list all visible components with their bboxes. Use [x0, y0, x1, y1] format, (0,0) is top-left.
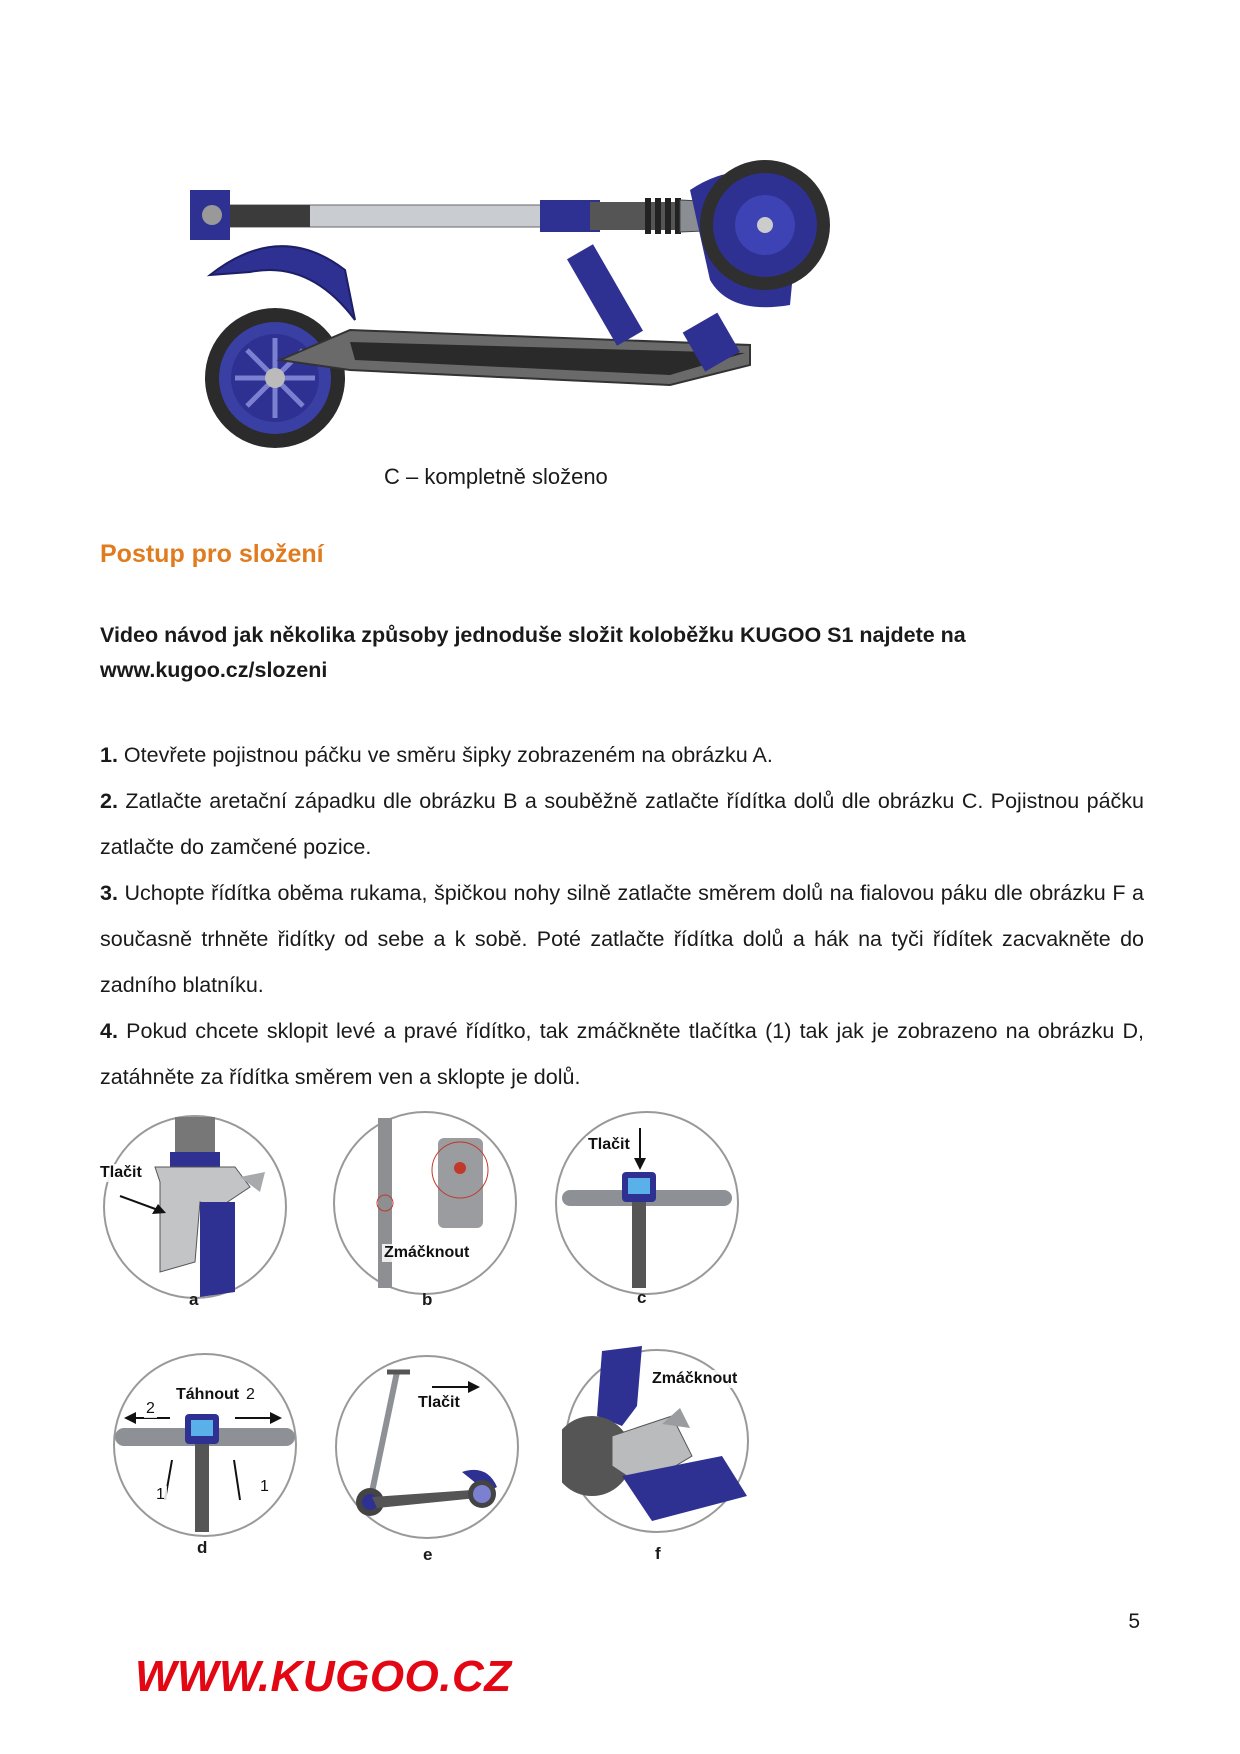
figure-label-d: d	[197, 1538, 208, 1557]
step-text: Otevřete pojistnou páčku ve směru šipky zobrazeném na obrázku A.	[117, 743, 773, 767]
callout-push: Tlačit	[588, 1136, 630, 1153]
figure-label-b: b	[422, 1290, 433, 1309]
intro-text: Video návod jak několika způsoby jednoduše složit koloběžku KUGOO S1 najdete na	[100, 623, 966, 647]
figure-label-e: e	[423, 1545, 433, 1564]
number-label: 1	[260, 1478, 269, 1495]
figure-label-f: f	[655, 1544, 661, 1563]
intro-url: www.kugoo.cz/slozeni	[100, 658, 328, 682]
step-number: 1.	[100, 743, 118, 767]
step-text: Zatlačte aretační západku dle obrázku B a souběžně zatlačte řídítka dolů dle obrázku C. Pojistnou páčku zatlačte do zamčené pozice.	[100, 789, 1144, 859]
page-number: 5	[1128, 1610, 1140, 1633]
figure-f	[562, 1346, 752, 1536]
number-label: 2	[146, 1400, 155, 1417]
steps-list	[100, 732, 1144, 1100]
step-number: 3.	[100, 881, 118, 905]
folded-scooter-illustration	[190, 160, 950, 460]
number-label: 1	[156, 1486, 165, 1503]
callout-push: Tlačit	[418, 1394, 460, 1411]
figure-label-c: c	[637, 1288, 647, 1307]
section-heading: Postup pro složení	[100, 540, 324, 568]
step-3	[100, 870, 1144, 1008]
callout-push: Tlačit	[100, 1164, 142, 1181]
callout-press: Zmáčknout	[384, 1244, 470, 1261]
footer-website[interactable]: WWW.KUGOO.CZ	[135, 1652, 512, 1701]
figure-caption: C – kompletně složeno	[384, 464, 608, 489]
step-text: Pokud chcete sklopit levé a pravé řídítko, tak zmáčkněte tlačítka (1) tak jak je zobrazeno na obrázku D, zatáhněte za řídítka směrem ven a sklopte je dolů.	[100, 1019, 1144, 1089]
figure-b	[330, 1108, 520, 1298]
number-label: 2	[246, 1386, 255, 1403]
figure-label-a: a	[189, 1290, 199, 1309]
callout-pull: Táhnout	[176, 1386, 240, 1403]
arrow-icon	[118, 1192, 168, 1216]
step-4	[100, 1008, 1144, 1100]
figure-e	[332, 1352, 522, 1542]
figure-d	[110, 1350, 300, 1540]
step-number: 2.	[100, 789, 118, 813]
figure-a	[100, 1112, 290, 1302]
callout-press: Zmáčknout	[652, 1370, 738, 1387]
video-instruction	[100, 618, 1140, 688]
step-text: Uchopte řídítka oběma rukama, špičkou nohy silně zatlačte směrem dolů na fialovou páku dle obrázku F a současně trhněte řidítky od sebe a k sobě. Poté zatlačte řídítka dolů a hák na tyči řídítek zacvakněte do zadního blatníku.	[100, 881, 1144, 997]
step-2	[100, 778, 1144, 870]
step-1	[100, 732, 1144, 778]
step-number: 4.	[100, 1019, 118, 1043]
figure-c	[552, 1108, 742, 1298]
